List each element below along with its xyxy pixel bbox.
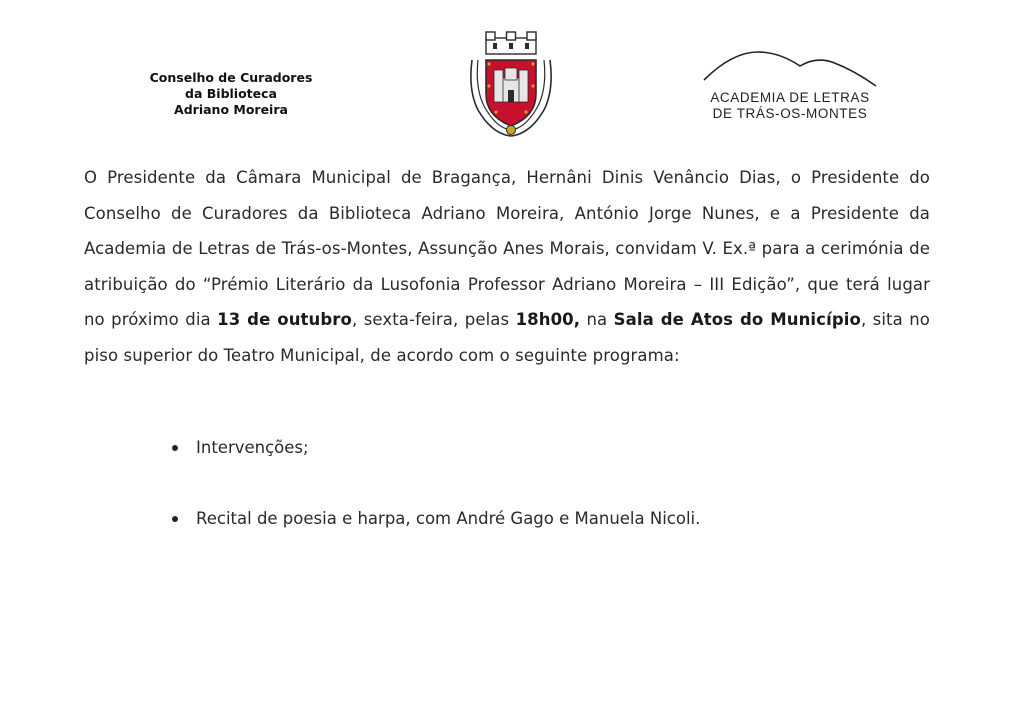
invitation-paragraph [84,160,930,373]
event-venue: Sala de Atos do Município [613,310,861,329]
mountain-outline-icon [700,48,890,90]
invitation-text-2: , sexta-feira, pelas [351,310,516,329]
council-line-2: da Biblioteca [185,86,277,101]
program-item [164,430,924,466]
academy-line-2: DE TRÁS-OS-MONTES [712,106,868,121]
invitation-text-1: O Presidente da Câmara Municipal de Bragança, Hernâni Dinis Venâncio Dias, o Presidente do Conselho de Curadores da Biblioteca Adriano Moreira, António Jorge Nunes, e a Presidente da Academia de Letras de Trás-os-Montes, Assunção Anes Morais, convidam V. Ex.ª para a cerimónia de atribuição do “Prémio Literário da Lusofonia Professor Adriano Moreira – III Edição”, que terá lugar no próximo dia [84,168,930,329]
invitation-text-4: , sita no piso superior do Teatro Municipal, de acordo com o seguinte programa: [84,310,930,365]
academy-logo [700,48,890,128]
program-item [164,501,924,537]
event-date: 13 de outubro [217,310,352,329]
program-item-text: Recital de poesia e harpa, com André Gago e Manuela Nicoli. [196,509,701,528]
council-line-1: Conselho de Curadores [149,70,313,85]
braganca-coat-of-arms-icon [458,30,564,140]
invitation-text-3: na [580,310,614,329]
council-logo-text [128,70,334,118]
program-item-text: Intervenções; [196,438,309,457]
academy-line-1: ACADEMIA DE LETRAS [710,90,870,105]
bullet-icon [172,445,178,451]
program-list [164,430,924,537]
letter-header [0,0,1024,150]
event-time: 18h00, [515,310,581,329]
council-line-3: Adriano Moreira [174,102,288,117]
academy-name [704,90,876,122]
bullet-icon [172,516,178,522]
